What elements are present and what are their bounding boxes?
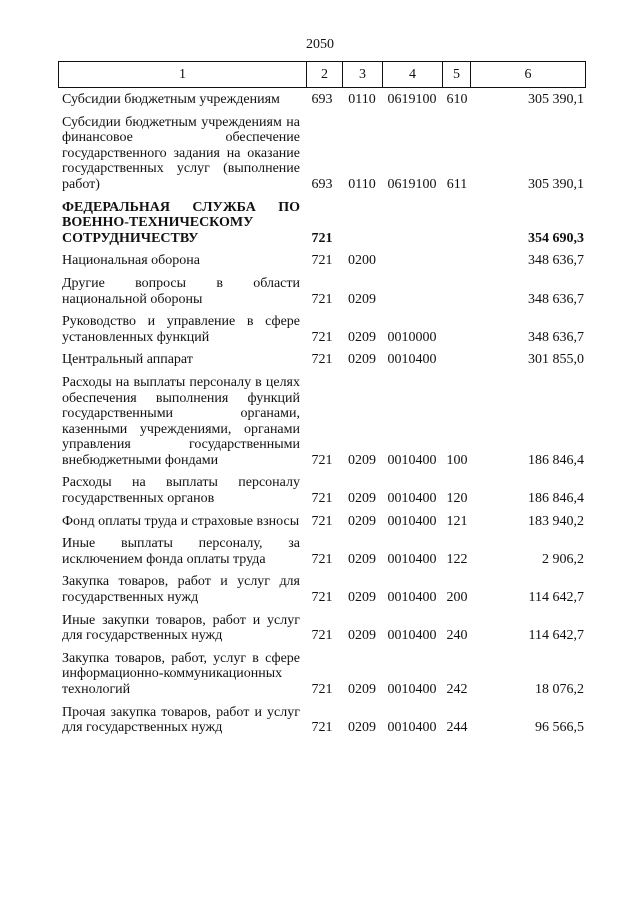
expense-type-code: 610 <box>446 92 468 107</box>
amount: 348 636,7 <box>528 329 584 345</box>
row-description: Прочая закупка товаров, работ и услуг для государственных нужд <box>62 704 300 736</box>
budget-table-body <box>0 92 640 743</box>
table-row <box>0 651 640 698</box>
table-row <box>0 253 640 269</box>
expense-type-code: 200 <box>446 590 468 606</box>
ministry-code: 721 <box>311 590 333 606</box>
row-description: Иные выплаты персоналу, за исключением фонда оплаты труда <box>62 536 300 567</box>
target-item-code: 0010400 <box>387 491 437 507</box>
row-description: Субсидии бюджетным учреждениям на финансовое обеспечение государственного задания на оказание государственных услуг (выполнение работ) <box>62 114 300 192</box>
header-col-1: 1 <box>59 62 307 87</box>
row-description: Расходы на выплаты персоналу государственных органов <box>62 475 300 507</box>
row-description: Субсидии бюджетным учреждениям <box>62 92 280 107</box>
target-item-code: 0010400 <box>387 628 437 644</box>
row-description: ФЕДЕРАЛЬНАЯ СЛУЖБА ПО ВОЕННО-ТЕХНИЧЕСКОМУ СОТРУДНИЧЕСТВУ <box>62 199 300 246</box>
ministry-code: 721 <box>311 329 333 345</box>
amount: 183 940,2 <box>528 513 584 529</box>
section-code: 0200 <box>348 253 376 269</box>
target-item-code: 0010400 <box>387 352 437 368</box>
section-code: 0110 <box>348 176 376 192</box>
target-item-code: 0010400 <box>387 590 437 606</box>
table-row <box>0 375 640 469</box>
ministry-code: 721 <box>311 491 333 507</box>
section-code: 0209 <box>348 720 376 736</box>
expense-type-code: 242 <box>446 682 468 697</box>
row-description: Иные закупки товаров, работ и услуг для государственных нужд <box>62 612 300 644</box>
section-code: 0209 <box>348 452 376 468</box>
amount: 2 906,2 <box>542 551 584 567</box>
table-row <box>0 613 640 644</box>
target-item-code: 0010400 <box>387 513 437 529</box>
section-code: 0209 <box>348 590 376 606</box>
amount: 348 636,7 <box>528 291 584 307</box>
header-col-2: 2 <box>307 62 343 87</box>
ministry-code: 721 <box>311 682 333 697</box>
row-description: Национальная оборона <box>62 253 200 269</box>
amount: 114 642,7 <box>528 590 584 606</box>
amount: 186 846,4 <box>528 452 584 468</box>
section-code: 0209 <box>348 513 376 529</box>
row-description: Фонд оплаты труда и страховые взносы <box>62 513 300 529</box>
ministry-code: 693 <box>311 176 333 192</box>
target-item-code: 0010400 <box>387 452 437 468</box>
amount: 114 642,7 <box>528 628 584 644</box>
target-item-code: 0010400 <box>387 682 437 697</box>
ministry-code: 721 <box>311 513 333 529</box>
target-item-code: 0619100 <box>387 176 437 192</box>
table-row <box>0 352 640 368</box>
target-item-code: 0010400 <box>387 720 437 736</box>
header-col-3: 3 <box>343 62 383 87</box>
row-description: Расходы на выплаты персоналу в целях обеспечения выполнения функций государственными органами, казенными учреждениями, органами управления государственными внебюджетными фондами <box>62 374 300 468</box>
target-item-code: 0619100 <box>387 92 437 107</box>
amount: 96 566,5 <box>535 720 584 736</box>
section-code: 0209 <box>348 682 376 697</box>
expense-type-code: 121 <box>446 513 468 529</box>
ministry-code: 693 <box>311 92 333 107</box>
amount: 354 690,3 <box>528 230 584 246</box>
row-description: Центральный аппарат <box>62 352 193 368</box>
target-item-code: 0010400 <box>387 551 437 567</box>
section-code: 0209 <box>348 329 376 345</box>
header-col-6: 6 <box>524 67 532 82</box>
section-code: 0209 <box>348 491 376 507</box>
row-description: Другие вопросы в области национальной обороны <box>62 275 300 307</box>
header-col-4: 4 <box>383 62 443 87</box>
header-col-5: 5 <box>443 62 471 87</box>
ministry-code: 721 <box>311 452 333 468</box>
amount: 348 636,7 <box>528 253 584 269</box>
section-code: 0209 <box>348 551 376 567</box>
section-code: 0209 <box>348 352 376 368</box>
table-header <box>58 61 586 88</box>
ministry-code: 721 <box>311 291 333 307</box>
row-description: Закупка товаров, работ и услуг для государственных нужд <box>62 574 300 606</box>
ministry-code: 721 <box>311 628 333 644</box>
amount: 186 846,4 <box>528 491 584 507</box>
amount: 305 390,1 <box>528 92 584 107</box>
amount: 305 390,1 <box>528 176 584 192</box>
expense-type-code: 120 <box>446 491 468 507</box>
table-row <box>0 514 640 530</box>
section-code: 0110 <box>348 92 376 107</box>
amount: 18 076,2 <box>535 682 584 697</box>
page-number: 2050 <box>306 37 334 52</box>
ministry-code: 721 <box>311 230 333 246</box>
ministry-code: 721 <box>311 253 333 269</box>
amount: 301 855,0 <box>528 352 584 368</box>
row-description: Руководство и управление в сфере установленных функций <box>62 314 300 345</box>
table-row <box>0 314 640 345</box>
table-row <box>0 115 640 193</box>
table-row <box>0 276 640 307</box>
table-row <box>0 92 640 108</box>
ministry-code: 721 <box>311 551 333 567</box>
section-code: 0209 <box>348 628 376 644</box>
expense-type-code: 244 <box>446 720 468 736</box>
ministry-code: 721 <box>311 720 333 736</box>
ministry-code: 721 <box>311 352 333 368</box>
section-code: 0209 <box>348 291 376 307</box>
table-row <box>0 536 640 567</box>
expense-type-code: 122 <box>446 551 468 567</box>
row-description: Закупка товаров, работ, услуг в сфере информационно-коммуникационных технологий <box>62 650 300 697</box>
expense-type-code: 611 <box>446 176 468 192</box>
table-row <box>0 574 640 605</box>
expense-type-code: 240 <box>446 628 468 644</box>
target-item-code: 0010000 <box>387 329 437 345</box>
expense-type-code: 100 <box>446 452 468 468</box>
table-row <box>0 200 640 247</box>
table-row <box>0 475 640 506</box>
table-row <box>0 705 640 736</box>
